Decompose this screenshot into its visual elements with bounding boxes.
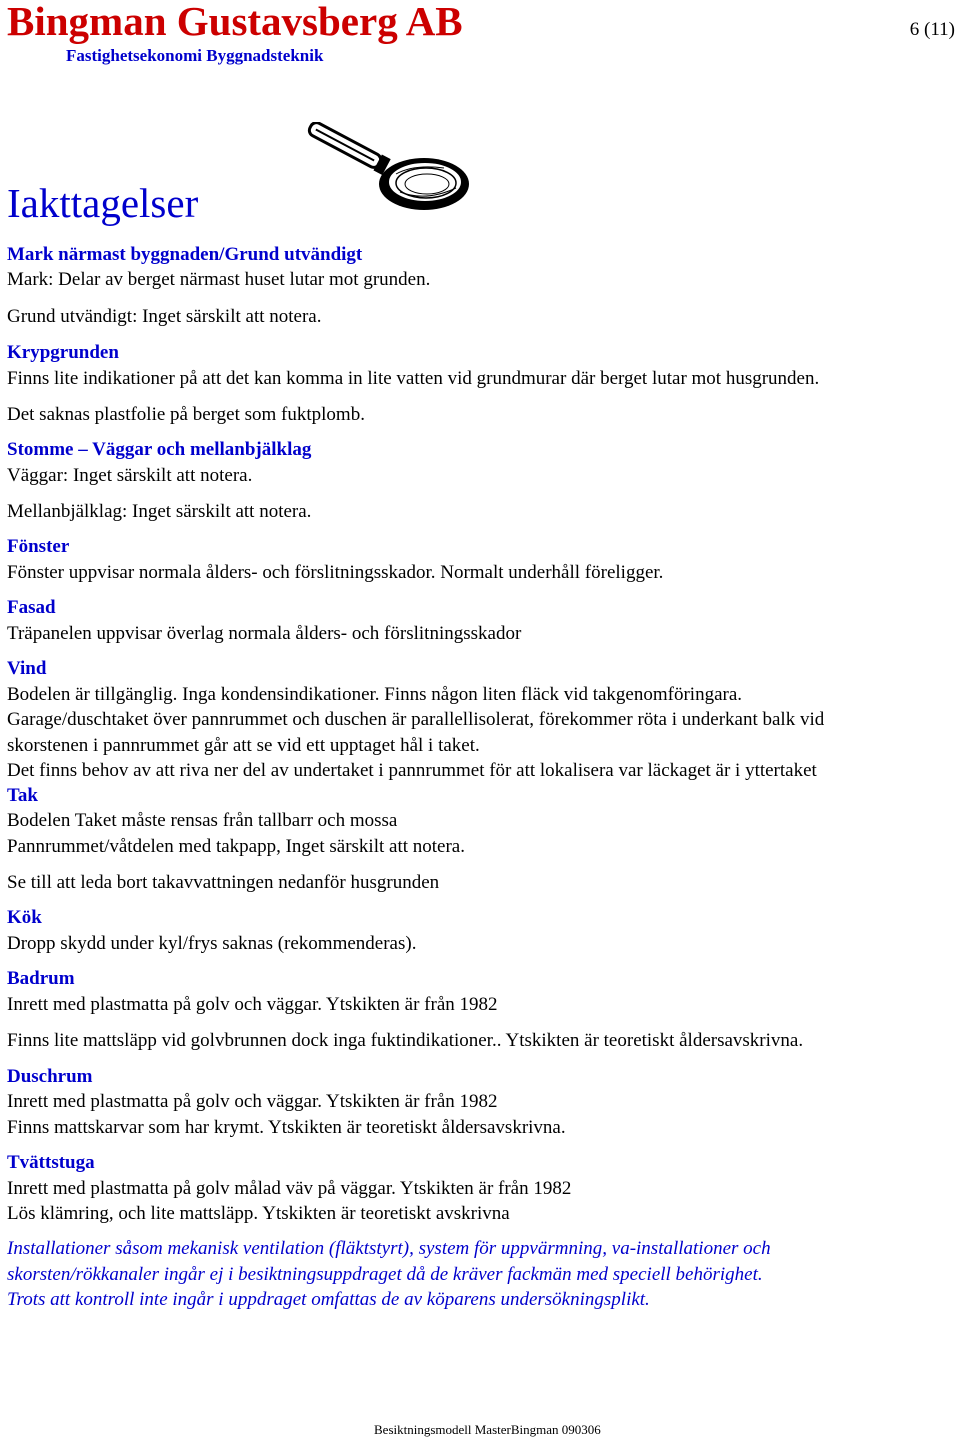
company-name: Bingman Gustavsberg AB — [7, 0, 463, 44]
body-text-line: Fönster uppvisar normala ålders- och förslitningsskador. Normalt underhåll föreligger. — [7, 562, 664, 583]
section-heading: Tvättstuga — [7, 1152, 95, 1173]
body-text-line: Inrett med plastmatta på golv målad väv på väggar. Ytskikten är från 1982 — [7, 1178, 572, 1199]
section-heading: Badrum — [7, 968, 75, 989]
body-text-line: Mellanbjälklag: Inget särskilt att notera. — [7, 501, 312, 522]
body-text-line: Bodelen är tillgänglig. Inga kondensindikationer. Finns någon liten fläck vid takgenomföringara. — [7, 684, 743, 705]
section-heading: Vind — [7, 658, 47, 679]
body-text-line: Pannrummet/våtdelen med takpapp, Inget särskilt att notera. — [7, 836, 465, 857]
body-text-line: Bodelen Taket måste rensas från tallbarr och mossa — [7, 810, 398, 831]
body-text-line: Inrett med plastmatta på golv och väggar. Ytskikten är från 1982 — [7, 994, 498, 1015]
body-text-line: Träpanelen uppvisar överlag normala ålders- och förslitningsskador — [7, 623, 522, 644]
body-text-line: Det saknas plastfolie på berget som fuktplomb. — [7, 404, 365, 425]
department-subtitle: Fastighetsekonomi Byggnadsteknik — [66, 46, 324, 65]
footer-text: Besiktningsmodell MasterBingman 090306 — [374, 1422, 601, 1437]
section-heading: Fönster — [7, 536, 70, 557]
magnifying-glass-icon — [296, 122, 476, 218]
section-heading: Duschrum — [7, 1066, 93, 1087]
section-heading: Mark närmast byggnaden/Grund utvändigt — [7, 244, 363, 265]
body-text-line: Garage/duschtaket över pannrummet och duschen är parallellisolerat, förekommer röta i underkant balk vid — [7, 709, 825, 730]
section-heading: Kök — [7, 907, 42, 928]
body-text-line: Det finns behov av att riva ner del av undertaket i pannrummet för att lokalisera var läckaget är i yttertaket — [7, 760, 817, 781]
body-text-line: Finns mattskarvar som har krymt. Ytskikten är teoretiskt åldersavskrivna. — [7, 1117, 566, 1138]
body-text-line: Lös klämring, och lite mattsläpp. Ytskikten är teoretiskt avskrivna — [7, 1203, 510, 1224]
section-heading: Tak — [7, 785, 38, 806]
body-text-line: skorstenen i pannrummet går att se vid ett upptaget hål i taket. — [7, 735, 480, 756]
section-heading: Fasad — [7, 597, 56, 618]
section-heading: Stomme – Väggar och mellanbjälklag — [7, 439, 312, 460]
body-text-line: Väggar: Inget särskilt att notera. — [7, 465, 253, 486]
body-text-line: Finns lite mattsläpp vid golvbrunnen dock inga fuktindikationer.. Ytskikten är teoretiskt åldersavskrivna. — [7, 1030, 804, 1051]
section-heading: Krypgrunden — [7, 342, 119, 363]
page-title: Iakttagelser — [7, 180, 199, 226]
body-text-line: Grund utvändigt: Inget särskilt att notera. — [7, 306, 322, 327]
body-text-line: Se till att leda bort takavvattningen nedanför husgrunden — [7, 872, 440, 893]
body-text-line: Inrett med plastmatta på golv och väggar. Ytskikten är från 1982 — [7, 1091, 498, 1112]
disclaimer-line: Trots att kontroll inte ingår i uppdraget omfattas de av köparens undersökningsplikt. — [7, 1289, 650, 1310]
page-number: 6 (11) — [909, 19, 955, 40]
body-text-line: Dropp skydd under kyl/frys saknas (rekommenderas). — [7, 933, 417, 954]
body-text-line: Finns lite indikationer på att det kan komma in lite vatten vid grundmurar där berget lutar mot husgrunden. — [7, 368, 820, 389]
disclaimer-line: Installationer såsom mekanisk ventilation (fläktstyrt), system för uppvärmning, va-installationer och — [7, 1238, 771, 1259]
disclaimer-line: skorsten/rökkanaler ingår ej i besiktningsuppdraget då de kräver fackmän med speciell behörighet. — [7, 1264, 763, 1285]
body-text-line: Mark: Delar av berget närmast huset lutar mot grunden. — [7, 269, 431, 290]
